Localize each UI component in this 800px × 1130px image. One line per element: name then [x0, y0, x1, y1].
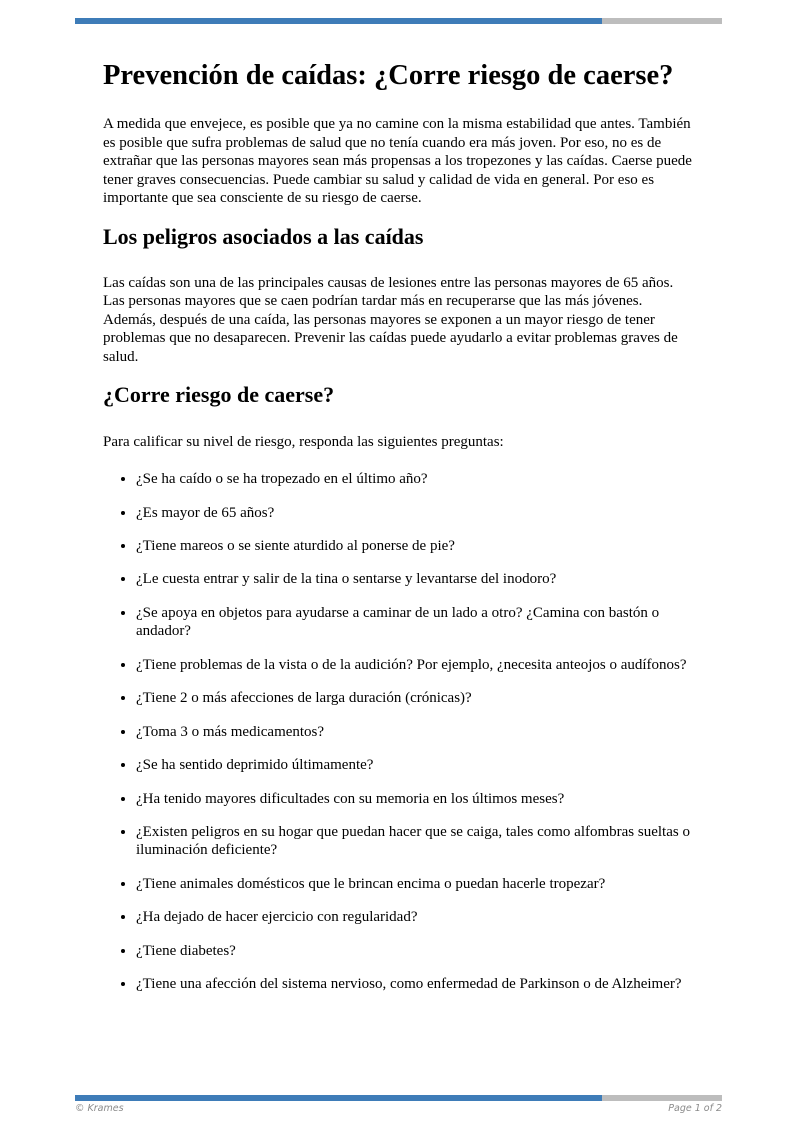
question-item: • ¿Ha dejado de hacer ejercicio con regularidad? [136, 908, 695, 926]
footer-rule-blue-segment [75, 1095, 602, 1101]
question-item: • ¿Tiene una afección del sistema nervioso, como enfermedad de Parkinson o de Alzheimer? [136, 975, 695, 993]
question-item: • ¿Tiene 2 o más afecciones de larga duración (crónicas)? [136, 689, 695, 707]
question-item: • ¿Se ha sentido deprimido últimamente? [136, 756, 695, 774]
question-item: • ¿Tiene animales domésticos que le brincan encima o puedan hacerle tropezar? [136, 875, 695, 893]
footer-rule-gray-segment [602, 1095, 722, 1101]
question-item: • ¿Es mayor de 65 años? [136, 504, 695, 522]
footer-page-number: Page 1 of 2 [668, 1103, 722, 1114]
section-heading-risk: ¿Corre riesgo de caerse? [103, 382, 335, 408]
question-item: • ¿Toma 3 o más medicamentos? [136, 723, 695, 741]
top-rule-blue-segment [75, 18, 602, 24]
page-footer [75, 1103, 722, 1114]
question-item: • ¿Tiene problemas de la vista o de la audición? Por ejemplo, ¿necesita anteojos o audífonos? [136, 656, 695, 674]
question-list [103, 470, 695, 993]
section-heading-dangers: Los peligros asociados a las caídas [103, 223, 424, 249]
question-item: • ¿Se apoya en objetos para ayudarse a caminar de un lado a otro? ¿Camina con bastón o andador? [136, 604, 695, 641]
question-item: • ¿Se ha caído o se ha tropezado en el último año? [136, 470, 695, 488]
dangers-paragraph: Las caídas son una de las principales causas de lesiones entre las personas mayores de 65 años. Las personas mayores que se caen podrían tardar más en recuperarse que las más jóvenes. Además, después de una caída, las personas mayores se exponen a un mayor riesgo de tener problemas que no desaparecen. Prevenir las caídas puede ayudarlo a evitar problemas graves de salud. [103, 275, 678, 365]
risk-lead: Para calificar su nivel de riesgo, responda las siguientes preguntas: [103, 433, 504, 450]
top-rule [75, 18, 722, 24]
top-rule-gray-segment [602, 18, 722, 24]
document-body [103, 58, 695, 1009]
question-item: • ¿Le cuesta entrar y salir de la tina o sentarse y levantarse del inodoro? [136, 570, 695, 588]
footer-rule [75, 1095, 722, 1101]
footer-copyright: © Krames [75, 1103, 124, 1114]
page-title: Prevención de caídas: ¿Corre riesgo de caerse? [103, 60, 674, 91]
question-item: • ¿Existen peligros en su hogar que puedan hacer que se caiga, tales como alfombras sueltas o iluminación deficiente? [136, 823, 695, 860]
question-item: • ¿Ha tenido mayores dificultades con su memoria en los últimos meses? [136, 790, 695, 808]
question-item: • ¿Tiene mareos o se siente aturdido al ponerse de pie? [136, 537, 695, 555]
intro-paragraph: A medida que envejece, es posible que ya no camine con la misma estabilidad que antes. También es posible que sufra problemas de salud que no tenía cuando era más joven. Por eso, no es de extrañar que las personas mayores sean más propensas a los tropezones y las caídas. Caerse puede tener graves consecuencias. Puede cambiar su salud y calidad de vida en general. Por eso es importante que sea consciente de su riesgo de caerse. [103, 116, 692, 207]
question-item: • ¿Tiene diabetes? [136, 942, 695, 960]
